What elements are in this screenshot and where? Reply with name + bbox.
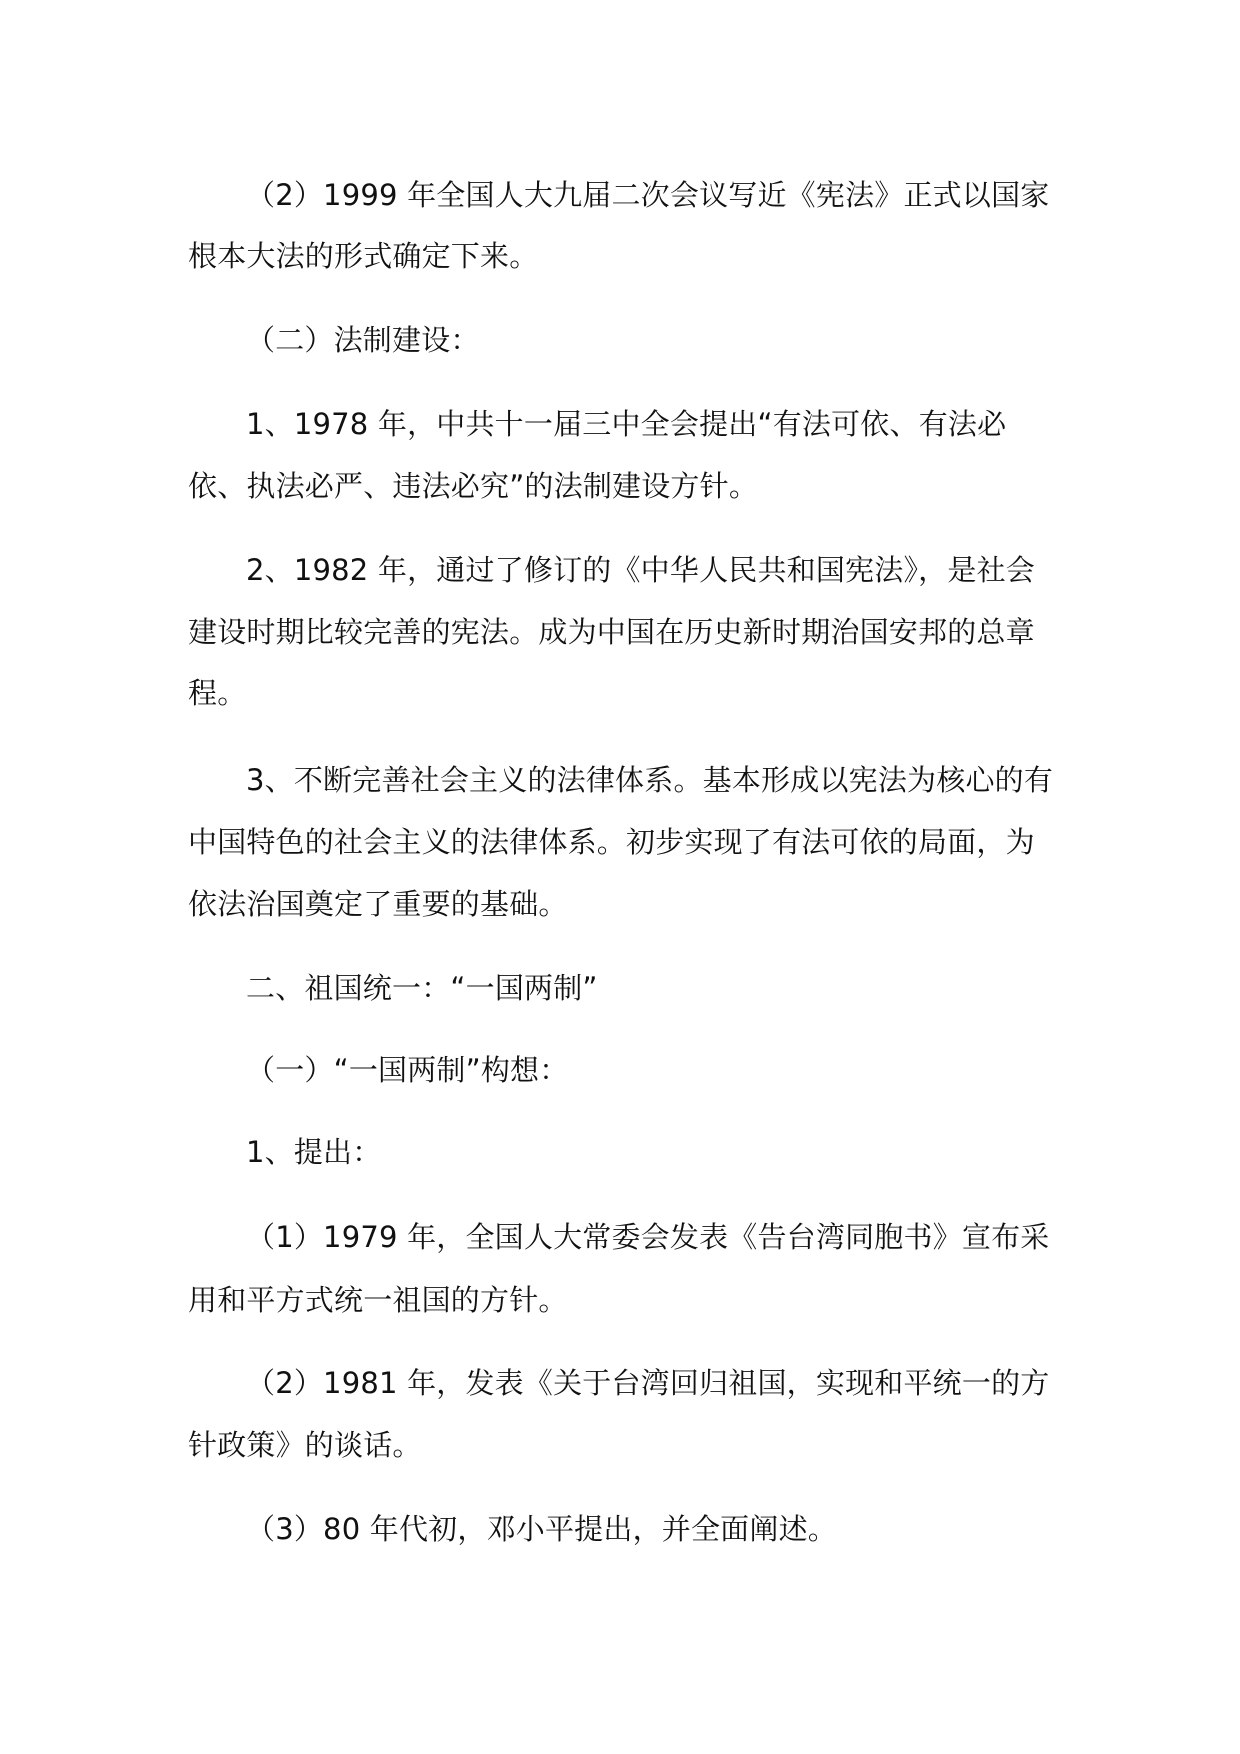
paragraph-line: （1）1979 年，全国人大常委会发表《告台湾同胞书》宣布采 xyxy=(246,1220,1050,1254)
paragraph-line: 中国特色的社会主义的法律体系。初步实现了有法可依的局面，为 xyxy=(188,825,1035,859)
section-heading: （二）法制建设： xyxy=(246,323,480,357)
paragraph-line: 用和平方式统一祖国的方针。 xyxy=(188,1283,568,1317)
paragraph-line: （3）80 年代初，邓小平提出，并全面阐述。 xyxy=(246,1512,837,1546)
section-heading: 二、祖国统一：“一国两制” xyxy=(246,971,598,1005)
paragraph-line: 根本大法的形式确定下来。 xyxy=(188,239,539,273)
paragraph-line: 依、执法必严、违法必究”的法制建设方针。 xyxy=(188,469,759,503)
paragraph-line: 依法治国奠定了重要的基础。 xyxy=(188,887,568,921)
paragraph-line: （2）1981 年，发表《关于台湾回归祖国，实现和平统一的方 xyxy=(246,1366,1050,1400)
paragraph-line: 2、1982 年，通过了修订的《中华人民共和国宪法》，是社会 xyxy=(246,553,1035,587)
paragraph-line: 针政策》的谈话。 xyxy=(188,1428,422,1462)
paragraph-line: （2）1999 年全国人大九届二次会议写近《宪法》正式以国家 xyxy=(246,178,1050,212)
paragraph-line: 3、不断完善社会主义的法律体系。基本形成以宪法为核心的有 xyxy=(246,763,1054,797)
subheading: 1、提出： xyxy=(246,1135,382,1169)
paragraph-line: 程。 xyxy=(188,676,247,710)
paragraph-line: 1、1978 年，中共十一届三中全会提出“有法可依、有法必 xyxy=(246,407,1007,441)
section-heading: （一）“一国两制”构想： xyxy=(246,1053,569,1087)
paragraph-line: 建设时期比较完善的宪法。成为中国在历史新时期治国安邦的总章 xyxy=(188,615,1035,649)
